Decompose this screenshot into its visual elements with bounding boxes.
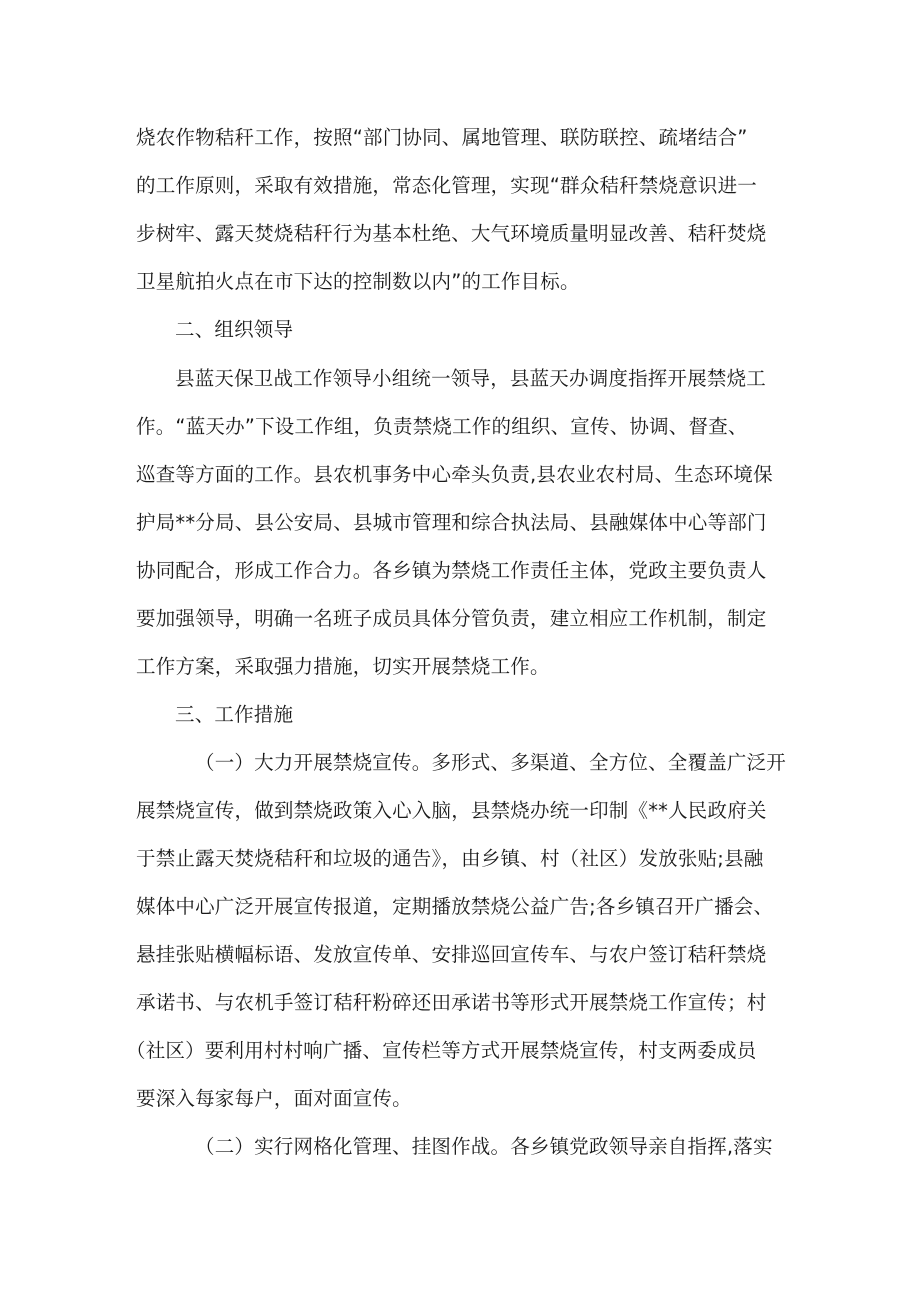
body-text-line: 护局**分局、县公安局、县城市管理和综合执法局、县融媒体中心等部门: [136, 511, 767, 534]
body-text-line: 县蓝天保卫战工作领导小组统一领导，县蓝天办调度指挥开展禁烧工: [175, 367, 767, 390]
body-text-line: 工作方案，采取强力措施，切实开展禁烧工作。: [136, 655, 550, 678]
body-text-line: （一）大力开展禁烧宣传。多形式、多渠道、全方位、全覆盖广泛开: [195, 751, 787, 774]
body-text-line: 要加强领导，明确一名班子成员具体分管负责，建立相应工作机制，制定: [136, 607, 767, 630]
body-text-line: 展禁烧宣传，做到禁烧政策入心入脑，县禁烧办统一印制《**人民政府关: [136, 799, 767, 822]
body-text-line: 的工作原则，采取有效措施，常态化管理，实现“群众秸秆禁烧意识进一: [136, 174, 758, 197]
body-text-line: （社区）要利用村村响广播、宣传栏等方式开展禁烧宣传，村支两委成员: [126, 1039, 757, 1062]
body-text-line: 步树牢、露天焚烧秸秆行为基本杜绝、大气环境质量明显改善、秸秆焚烧: [136, 222, 767, 245]
body-text-line: 协同配合，形成工作合力。各乡镇为禁烧工作责任主体，党政主要负责人: [136, 559, 767, 582]
body-text-line: 悬挂张贴横幅标语、发放宣传单、安排巡回宣传车、与农户签订秸秆禁烧: [136, 943, 767, 966]
body-text-line: 作。“蓝天办”下设工作组，负责禁烧工作的组织、宣传、协调、督查、: [136, 415, 748, 438]
body-text-line: 烧农作物秸秆工作，按照“部门协同、属地管理、联防联控、疏堵结合”: [136, 126, 748, 149]
body-text-line: 于禁止露天焚烧秸秆和垃圾的通告》，由乡镇、村（社区）发放张贴;县融: [136, 847, 764, 870]
body-text-line: 媒体中心广泛开展宣传报道，定期播放禁烧公益广告;各乡镇召开广播会、: [136, 895, 774, 918]
body-text-line: （二）实行网格化管理、挂图作战。各乡镇党政领导亲自指挥,落实: [195, 1135, 773, 1158]
section-heading: 三、工作措施: [175, 703, 294, 726]
body-text-line: 卫星航拍火点在市下达的控制数以内”的工作目标。: [136, 270, 580, 293]
body-text-line: 承诺书、与农机手签订秸秆粉碎还田承诺书等形式开展禁烧工作宣传；村: [136, 991, 767, 1014]
body-text-line: 巡查等方面的工作。县农机事务中心牵头负责,县农业农村局、生态环境保: [136, 463, 773, 486]
section-heading: 二、组织领导: [175, 318, 294, 341]
body-text-line: 要深入每家每户，面对面宣传。: [136, 1087, 412, 1110]
